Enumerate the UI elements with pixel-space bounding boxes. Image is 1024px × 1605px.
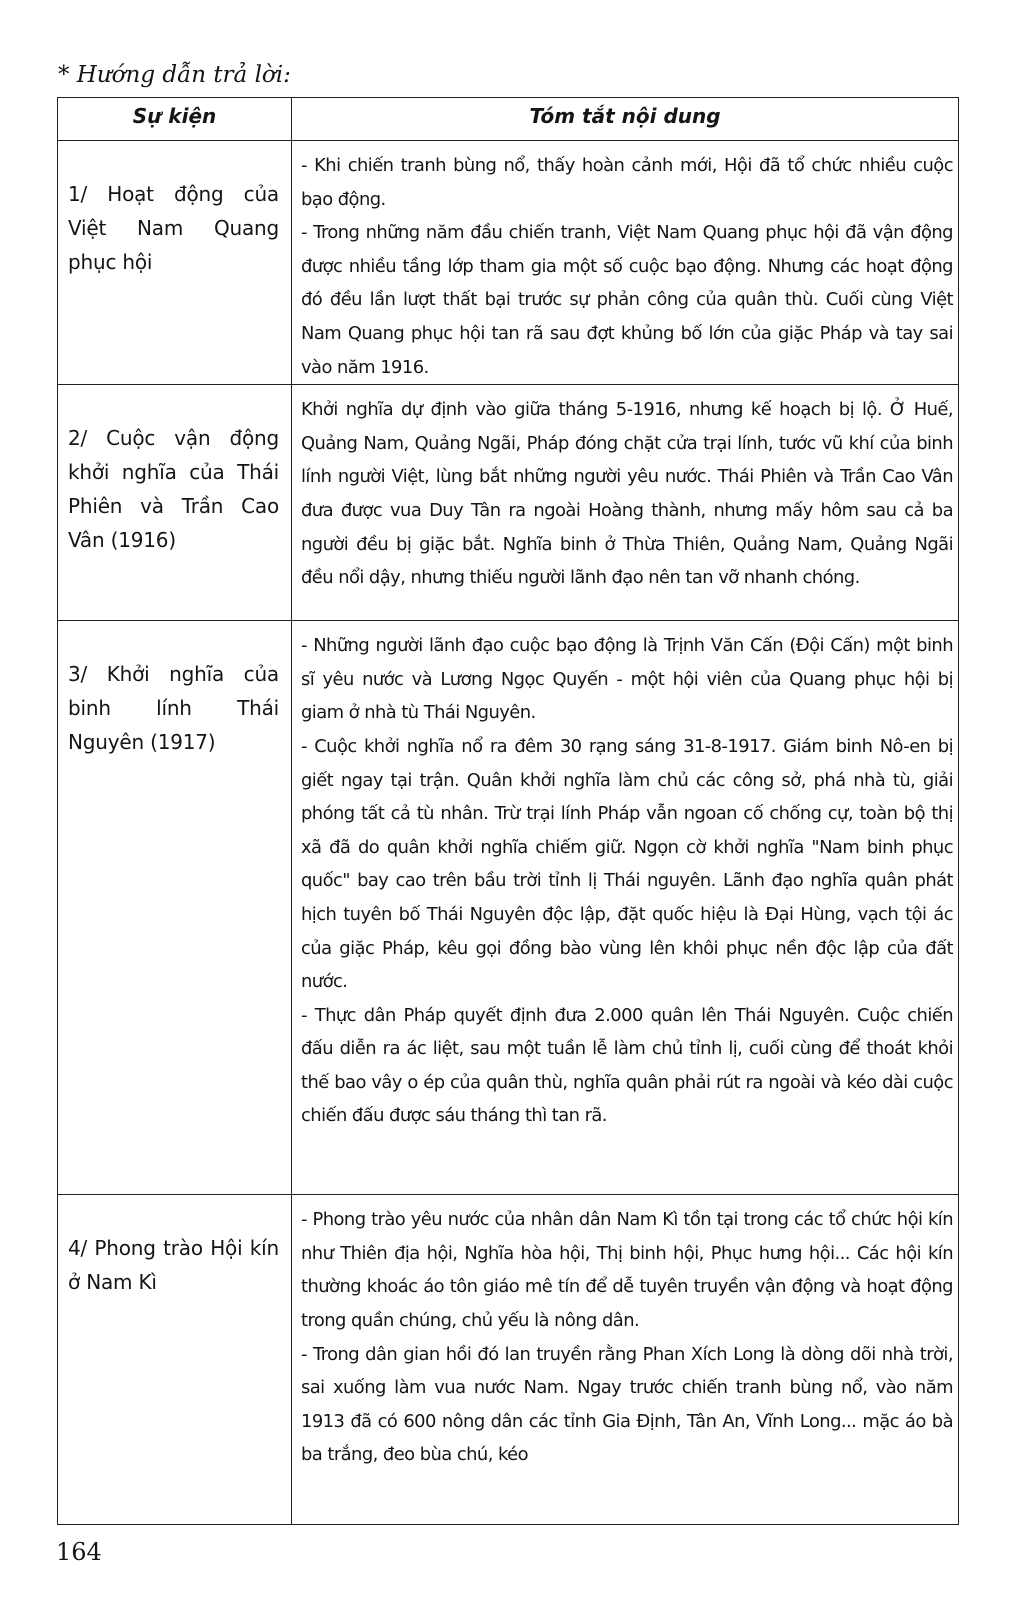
summary-paragraph: - Trong những năm đầu chiến tranh, Việt Nam Quang phục hội đã vận động được nhiều tầng lớp tham gia một số cuộc bạo động. Nhưng các hoạt động đó đều lần lượt thất bại trước sự phản công của quân thù. Cuối cùng Việt Nam Quang phục hội tan rã sau đợt khủng bố lớn của giặc Pháp và tay sai vào năm 1916. xyxy=(301,222,953,378)
table-header-row xyxy=(58,98,959,141)
summary-paragraph: Khởi nghĩa dự định vào giữa tháng 5-1916, nhưng kế hoạch bị lộ. Ở Huế, Quảng Nam, Quảng Ngãi, Pháp đóng chặt cửa trại lính, tước vũ khí của binh lính người Việt, lùng bắt những người yêu nước. Thái Phiên và Trần Cao Vân đưa được vua Duy Tân ra ngoài Hoàng thành, nhưng mấy hôm sau cả ba người đều bị giặc bắt. Nghĩa binh ở Thừa Thiên, Quảng Nam, Quảng Ngãi đều nổi dậy, nhưng thiếu người lãnh đạo nên tan vỡ nhanh chóng. xyxy=(301,399,953,589)
event-cell: 2/ Cuộc vận động khởi nghĩa của Thái Phiên và Trần Cao Vân (1916) xyxy=(58,385,292,621)
column-header-event: Sự kiện xyxy=(58,98,292,141)
column-header-summary: Tóm tắt nội dung xyxy=(292,98,959,141)
event-cell: 4/ Phong trào Hội kín ở Nam Kì xyxy=(58,1195,292,1525)
summary-paragraph: - Trong dân gian hồi đó lan truyền rằng Phan Xích Long là dòng dõi nhà trời, sai xuống làm vua nước Nam. Ngay trước chiến tranh bùng nổ, vào năm 1913 đã có 600 nông dân các tỉnh Gia Định, Tân An, Vĩnh Long... mặc áo bà ba trắng, đeo bùa chú, kéo xyxy=(301,1343,953,1466)
summary-paragraph: - Những người lãnh đạo cuộc bạo động là Trịnh Văn Cấn (Đội Cấn) một binh sĩ yêu nước và Lương Ngọc Quyến - một hội viên của Quang phục hội bị giam ở nhà tù Thái Nguyên. xyxy=(301,635,953,724)
table-row xyxy=(58,1195,959,1525)
table-row xyxy=(58,621,959,1195)
summary-paragraph: - Phong trào yêu nước của nhân dân Nam Kì tồn tại trong các tổ chức hội kín như Thiên địa hội, Nghĩa hòa hội, Thị binh hội, Phục hưng hội... Các hội kín thường khoác áo tôn giáo mê tín để dễ tuyên truyền vận động và hoạt động trong quần chúng, chủ yếu là nông dân. xyxy=(301,1209,953,1331)
event-cell: 1/ Hoạt động của Việt Nam Quang phục hội xyxy=(58,141,292,385)
events-table xyxy=(57,97,959,1525)
summary-cell xyxy=(292,1195,959,1525)
table-row xyxy=(58,385,959,621)
table-row xyxy=(58,141,959,385)
summary-paragraph: - Thực dân Pháp quyết định đưa 2.000 quân lên Thái Nguyên. Cuộc chiến đấu diễn ra ác liệt, sau một tuần lễ làm chủ tỉnh lị, cuối cùng để thoát khỏi thế bao vây o ép của quân thù, nghĩa quân phải rút ra ngoài và kéo dài cuộc chiến đấu được sáu tháng thì tan rã. xyxy=(301,1004,953,1127)
summary-cell xyxy=(292,385,959,621)
summary-paragraph: - Cuộc khởi nghĩa nổ ra đêm 30 rạng sáng 31-8-1917. Giám binh Nô-en bị giết ngay tại trận. Quân khởi nghĩa làm chủ các công sở, phá nhà tù, giải phóng tất cả tù nhân. Trừ trại lính Pháp vẫn ngoan cố chống cự, toàn bộ thị xã đã do quân khởi nghĩa chiếm giữ. Ngọn cờ khởi nghĩa "Nam binh phục quốc" bay cao trên bầu trời tỉnh lị Thái nguyên. Lãnh đạo nghĩa quân phát hịch tuyên bố Thái Nguyên độc lập, đặt quốc hiệu là Đại Hùng, vạch tội ác của giặc Pháp, kêu gọi đồng bào vùng lên khôi phục nền độc lập của đất nước. xyxy=(301,735,953,993)
summary-cell xyxy=(292,621,959,1195)
summary-cell xyxy=(292,141,959,385)
event-cell: 3/ Khởi nghĩa của binh lính Thái Nguyên (1917) xyxy=(58,621,292,1195)
page-number: 164 xyxy=(56,1538,102,1566)
answer-guide-heading: * Hướng dẫn trả lời: xyxy=(58,62,291,88)
summary-paragraph: - Khi chiến tranh bùng nổ, thấy hoàn cảnh mới, Hội đã tổ chức nhiều cuộc bạo động. xyxy=(301,155,953,210)
